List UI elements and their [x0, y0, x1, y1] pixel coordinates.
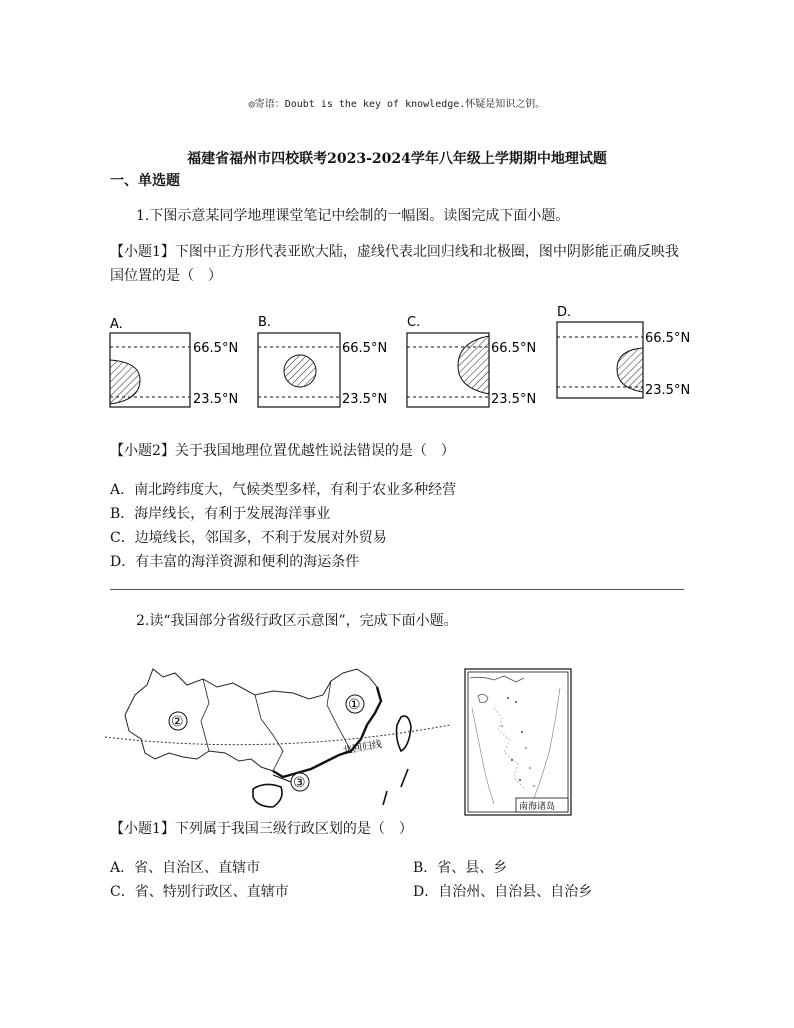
question-1-intro: 1.下图示意某同学地理课堂笔记中绘制的一幅图。读图完成下面小题。 [136, 208, 570, 224]
question-1-sub2-option-c[interactable]: C．边境线长，邻国多，不利于发展对外贸易 [110, 530, 387, 546]
provinces-map [105, 655, 455, 815]
inset-outer-frame [465, 669, 571, 815]
question-1-sub2-option-a[interactable]: A．南北跨纬度大，气候类型多样，有利于农业多种经营 [110, 482, 457, 498]
question-2-intro: 2.读“我国部分省级行政区示意图”，完成下面小题。 [136, 613, 458, 629]
diagram-a-letter: A. [110, 317, 123, 332]
diagram-d-bottom-label: 23.5°N [645, 383, 691, 398]
south-china-sea-inset [464, 668, 572, 816]
question-1-sub2-option-b[interactable]: B．海岸线长，有利于发展海洋事业 [110, 506, 331, 522]
diagram-c-letter: C. [407, 315, 421, 330]
diagram-b-letter: B. [258, 315, 272, 330]
motto-header: ◎寄语：Doubt is the key of knowledge.怀疑是知识之钥。 [248, 99, 546, 110]
diagram-c-top-label: 66.5°N [491, 341, 537, 356]
diagram-c-bottom-label: 23.5°N [491, 392, 537, 407]
section-heading: 一、单选题 [110, 173, 180, 189]
diagram-a-bottom-label: 23.5°N [193, 392, 239, 407]
question-1-sub1-stem: 【小题1】下图中正方形代表亚欧大陆，虚线代表北回归线和北极圈，图中阴影能正确反映我国位置的是（ ） [110, 244, 679, 284]
marker-3: ③ [293, 775, 306, 791]
diagram-b-top-label: 66.5°N [342, 341, 388, 356]
diagram-d-shaded-region [617, 348, 643, 392]
section-divider [110, 589, 684, 590]
diagram-b-bottom-label: 23.5°N [342, 392, 388, 407]
diagram-d-top-label: 66.5°N [645, 331, 691, 346]
marker-2: ② [171, 714, 184, 730]
diagram-a-top-label: 66.5°N [193, 341, 239, 356]
hainan-island [253, 784, 282, 807]
diagram-a[interactable] [110, 317, 238, 407]
diagram-b[interactable] [258, 315, 387, 407]
diagram-d[interactable] [557, 305, 690, 398]
latitude-diagrams [100, 300, 700, 420]
document-title: 福建省福州市四校联考2023-2024学年八年级上学期期中地理试题 [187, 151, 607, 167]
diagram-b-shaded-region [284, 355, 316, 387]
question-2-sub1-stem: 【小题1】下列属于我国三级行政区划的是（ ） [110, 821, 413, 837]
island-stroke-2 [383, 791, 387, 805]
inset-label: 南海诸岛 [519, 802, 556, 812]
question-1-sub2-option-d[interactable]: D．有丰富的海洋资源和便利的海运条件 [110, 554, 360, 570]
tropic-label: 北回归线 [341, 739, 383, 757]
island-stroke-1 [401, 769, 408, 787]
provinces-outline [125, 669, 381, 777]
diagram-c-shaded-region [458, 336, 489, 394]
question-2-option-a[interactable]: A．省、自治区、直辖市 [110, 860, 261, 876]
question-2-option-d[interactable]: D．自治州、自治县、自治乡 [413, 884, 593, 900]
marker-1: ① [348, 697, 361, 713]
diagram-c[interactable] [407, 315, 536, 407]
question-2-option-c[interactable]: C．省、特别行政区、直辖市 [110, 884, 289, 900]
question-2-option-b[interactable]: B．省、县、乡 [413, 860, 508, 876]
diagram-d-letter: D. [557, 305, 572, 320]
taiwan-island [397, 716, 412, 751]
question-1-sub2-stem: 【小题2】关于我国地理位置优越性说法错误的是（ ） [110, 443, 455, 459]
